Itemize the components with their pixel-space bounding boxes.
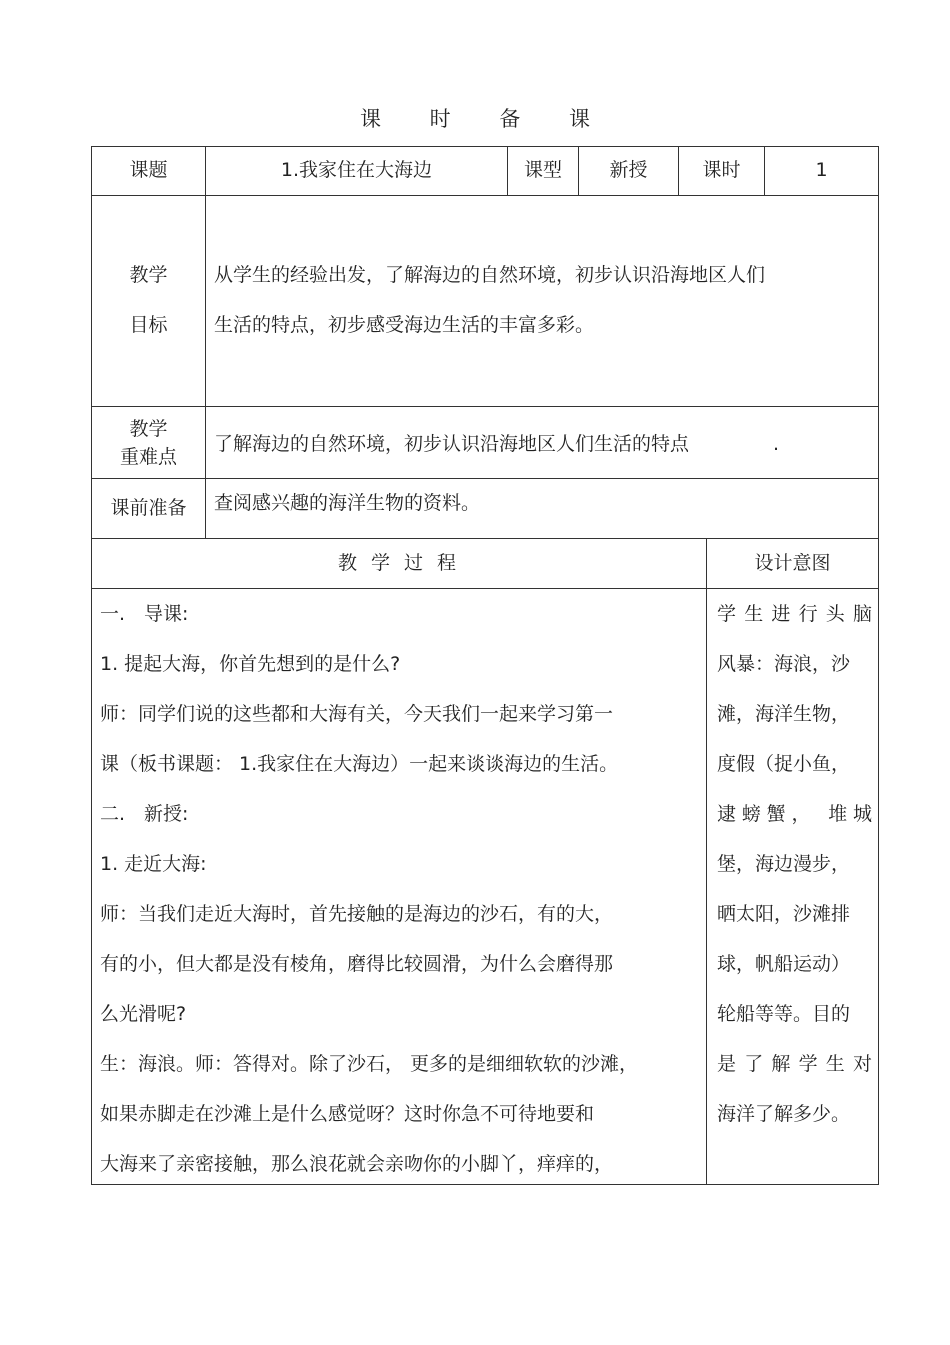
process-line: 二. 新授: [100, 803, 189, 825]
topic-label: 课题 [129, 159, 168, 181]
objectives-label-line2: 目标 [129, 314, 168, 336]
intent-line: 度假（捉小鱼， [717, 753, 851, 775]
intent-line: 是了解学生对 [717, 1053, 872, 1075]
table-divider [91, 406, 879, 407]
preparation-label: 课前准备 [110, 497, 187, 519]
period-value: 1 [815, 159, 828, 181]
process-header: 教 学 过 程 [337, 552, 461, 574]
table-border-left [91, 146, 92, 1185]
intent-line: 堡，海边漫步， [717, 853, 851, 875]
document-title: 课 时 备 课 [359, 107, 612, 131]
table-divider [91, 538, 879, 539]
objectives-text-line2: 生活的特点，初步感受海边生活的丰富多彩。 [214, 314, 595, 336]
period-label: 课时 [702, 159, 741, 181]
topic-value: 1.我家住在大海边 [280, 159, 433, 181]
table-border-right [878, 146, 879, 1185]
process-line: 1. 走近大海: [100, 853, 207, 875]
intent-line: 风暴：海浪，沙 [717, 653, 851, 675]
intent-header: 设计意图 [754, 552, 831, 574]
process-line: 么光滑呢? [100, 1003, 187, 1025]
key-points-trailing-dot: . [773, 433, 780, 455]
intent-line: 球，帆船运动） [717, 953, 851, 975]
table-divider [205, 146, 206, 539]
process-line: 如果赤脚走在沙滩上是什么感觉呀？这时你急不可待地要和 [100, 1103, 595, 1125]
intent-line: 滩，海洋生物， [717, 703, 851, 725]
process-line: 师：同学们说的这些都和大海有关，今天我们一起来学习第一 [100, 703, 614, 725]
process-line: 课（板书课题： 1.我家住在大海边）一起来谈谈海边的生活。 [100, 753, 619, 775]
preparation-text: 查阅感兴趣的海洋生物的资料。 [214, 492, 481, 514]
intent-line: 轮船等等。目的 [717, 1003, 851, 1025]
table-divider [91, 195, 879, 196]
key-points-label-line2: 重难点 [119, 446, 177, 468]
type-label: 课型 [523, 159, 562, 181]
intent-line: 学生进行头脑 [717, 603, 872, 625]
process-line: 有的小，但大都是没有棱角，磨得比较圆滑，为什么会磨得那 [100, 953, 614, 975]
table-divider [706, 538, 707, 1185]
type-value: 新授 [609, 159, 648, 181]
table-border-top [91, 146, 879, 147]
intent-line: 晒太阳，沙滩排 [717, 903, 851, 925]
process-line: 大海来了亲密接触，那么浪花就会亲吻你的小脚丫，痒痒的， [100, 1153, 614, 1175]
intent-line: 逮螃蟹， 堆城 [717, 803, 872, 825]
key-points-text: 了解海边的自然环境，初步认识沿海地区人们生活的特点 [214, 433, 690, 455]
process-line: 师：当我们走近大海时，首先接触的是海边的沙石，有的大， [100, 903, 614, 925]
process-line: 1. 提起大海，你首先想到的是什么? [100, 653, 401, 675]
objectives-text-line1: 从学生的经验出发，了解海边的自然环境，初步认识沿海地区人们 [214, 264, 766, 286]
table-divider [91, 478, 879, 479]
intent-line: 海洋了解多少。 [717, 1103, 851, 1125]
process-line: 生：海浪。师：答得对。除了沙石， 更多的是细细软软的沙滩， [100, 1053, 639, 1075]
intent-content [717, 589, 872, 1139]
process-line: 一. 导课: [100, 603, 189, 625]
objectives-label-line1: 教学 [129, 264, 168, 286]
key-points-label-line1: 教学 [129, 418, 168, 440]
process-content [100, 589, 700, 1189]
